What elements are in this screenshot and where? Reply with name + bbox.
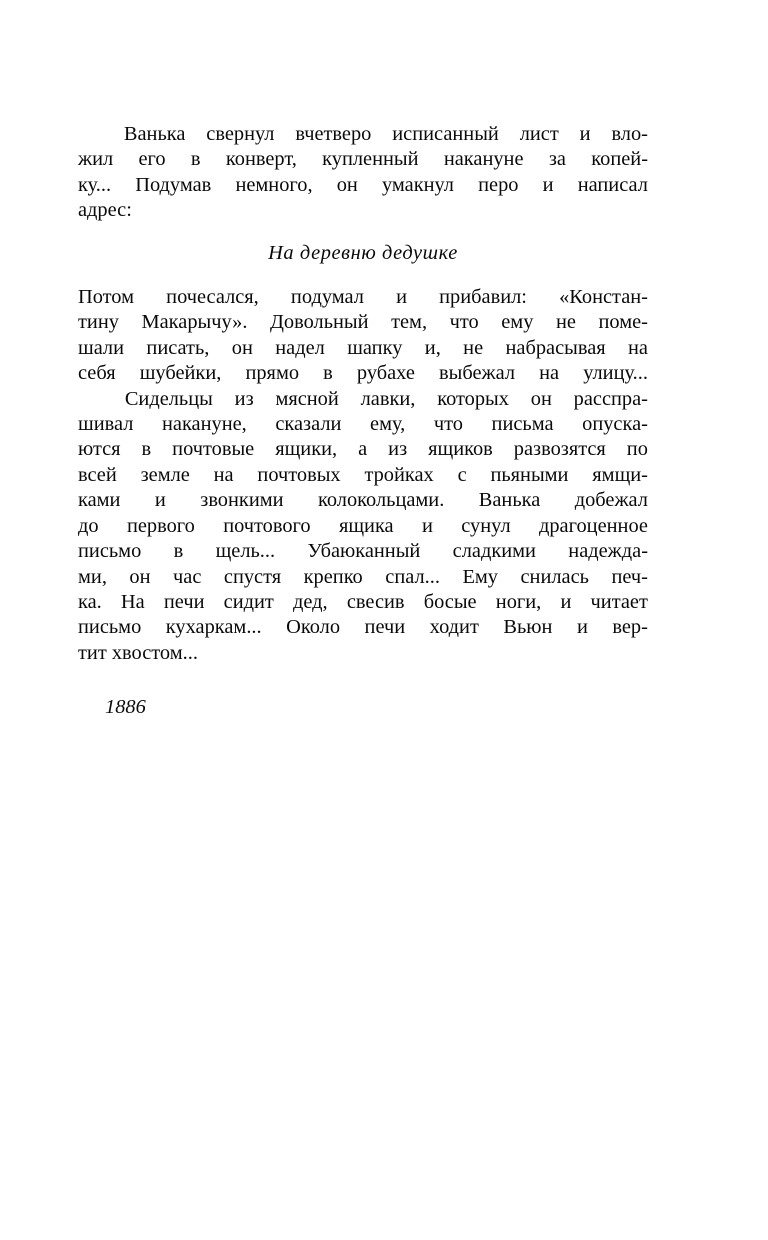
word: ками xyxy=(78,489,121,512)
address-line: На деревню дедушке xyxy=(268,241,458,264)
word: ящиков xyxy=(428,438,493,461)
word: сказали xyxy=(275,413,342,436)
word: набрасывая xyxy=(505,336,606,359)
text-line xyxy=(78,387,648,412)
word: и xyxy=(576,616,588,639)
word: по xyxy=(626,438,648,461)
word: что xyxy=(449,311,479,334)
word: он xyxy=(129,565,151,588)
word: вло- xyxy=(611,123,648,145)
text-line xyxy=(78,463,648,488)
word: почтовых xyxy=(257,463,341,486)
paragraph-1 xyxy=(78,122,648,224)
word: Макарычу». xyxy=(141,311,248,334)
word: шивал xyxy=(78,413,134,436)
word: Ему xyxy=(462,565,498,588)
word: Сидельцы xyxy=(124,387,213,410)
word: мясной xyxy=(275,387,339,410)
word: земле xyxy=(140,463,190,486)
word: шали xyxy=(78,336,125,359)
text-line xyxy=(78,514,648,539)
word: письма xyxy=(491,413,554,436)
word: ящика xyxy=(338,514,394,537)
word: свернул xyxy=(206,123,275,145)
word: печи xyxy=(364,616,406,639)
word: колокольцами. xyxy=(318,489,445,512)
word: в xyxy=(173,540,184,563)
word: сидит xyxy=(223,590,274,613)
word: драгоценное xyxy=(538,514,648,537)
text-line xyxy=(78,615,648,640)
word: звонкими xyxy=(200,489,284,512)
text-line xyxy=(78,565,648,590)
word: на xyxy=(539,362,560,385)
word: тем, xyxy=(391,311,428,334)
word: исписанный xyxy=(392,123,499,145)
word: тину xyxy=(78,311,119,334)
text-line xyxy=(78,590,648,615)
word: до xyxy=(78,514,99,537)
word: Убаюканный xyxy=(307,540,421,563)
word: перо xyxy=(478,173,519,196)
word: вер- xyxy=(612,616,648,639)
word: конверт, xyxy=(225,148,297,171)
word: и xyxy=(579,123,591,145)
word: ются xyxy=(78,438,121,461)
word: письмо xyxy=(78,540,142,563)
publication-year: 1886 xyxy=(105,696,146,719)
word: опуска- xyxy=(582,413,648,436)
word: копей- xyxy=(591,148,648,171)
word: шубейки, xyxy=(139,362,222,385)
word: сунул xyxy=(461,514,511,537)
word: первого xyxy=(126,514,195,537)
word: Потом xyxy=(78,286,135,309)
word: расспра- xyxy=(573,387,648,410)
word: за xyxy=(548,148,566,171)
word: в xyxy=(190,148,201,171)
text-line xyxy=(78,310,648,335)
word: надел xyxy=(275,336,325,359)
word: и xyxy=(396,286,407,309)
word: ходит xyxy=(429,616,479,639)
word: и xyxy=(560,590,572,613)
word: босые xyxy=(423,590,477,613)
word: крепко xyxy=(303,565,363,588)
word: жил xyxy=(78,148,114,171)
word: не xyxy=(555,311,576,334)
word: немного, xyxy=(235,173,313,196)
word: На xyxy=(120,590,145,613)
word: его xyxy=(138,148,166,171)
word: пьяными xyxy=(490,463,569,486)
paragraph-3 xyxy=(78,387,648,666)
word: тит хвостом... xyxy=(78,641,198,664)
word: а xyxy=(358,438,368,461)
word: прямо xyxy=(245,362,300,385)
word: почтового xyxy=(223,514,311,537)
word: развозятся xyxy=(513,438,606,461)
word: ему xyxy=(501,311,534,334)
word: читает xyxy=(590,590,648,613)
text-line xyxy=(78,437,648,462)
word: которых xyxy=(437,387,509,410)
word: на xyxy=(628,336,648,359)
word: снилась xyxy=(520,565,589,588)
word: письмо xyxy=(78,616,142,639)
word: сладкими xyxy=(452,540,536,563)
word: с xyxy=(457,463,467,486)
text-line xyxy=(78,412,648,437)
text-line xyxy=(78,539,648,564)
word: «Констан- xyxy=(559,286,648,309)
word: ему, xyxy=(370,413,406,436)
word: он xyxy=(231,336,253,359)
word: Вьюн xyxy=(503,616,553,639)
word: ямщи- xyxy=(592,463,648,486)
word: написал xyxy=(577,173,648,196)
word: дед, xyxy=(293,590,328,613)
word: надежда- xyxy=(568,540,648,563)
word: лист xyxy=(519,123,559,145)
word: лавки, xyxy=(360,387,416,410)
word: и xyxy=(542,173,554,196)
word: кухаркам... xyxy=(165,616,262,639)
word: свесив xyxy=(346,590,405,613)
word: и xyxy=(154,489,166,512)
word: щель... xyxy=(215,540,276,563)
word: выбежал xyxy=(439,362,516,385)
word: накануне, xyxy=(161,413,247,436)
word: шапку xyxy=(347,336,403,359)
word: добежал xyxy=(574,489,648,512)
text-line xyxy=(78,147,648,172)
word: ми, xyxy=(78,565,107,588)
word: Довольный xyxy=(270,311,369,334)
word: из xyxy=(388,438,408,461)
word: ка. xyxy=(78,590,102,613)
word: он xyxy=(336,173,358,196)
page-text-block xyxy=(78,122,648,721)
text-line xyxy=(78,488,648,513)
word: спал... xyxy=(385,565,440,588)
word: вчетверо xyxy=(295,123,372,145)
word: Ванька xyxy=(123,123,186,145)
word: поме- xyxy=(598,311,648,334)
text-line xyxy=(78,173,648,198)
word: Ванька xyxy=(478,489,541,512)
word: улицу... xyxy=(583,362,648,385)
word: тройках xyxy=(364,463,434,486)
first-line-indent xyxy=(78,122,103,147)
word: из xyxy=(234,387,254,410)
word: адрес: xyxy=(78,199,132,222)
word: что xyxy=(433,413,463,436)
word: ящики, xyxy=(275,438,338,461)
word: ноги, xyxy=(495,590,542,613)
word: себя xyxy=(78,362,116,385)
word: на xyxy=(213,463,234,486)
text-line xyxy=(78,285,648,310)
word: и xyxy=(421,514,433,537)
word: прибавил: xyxy=(439,286,527,309)
word: всей xyxy=(78,463,117,486)
word: подумал xyxy=(290,286,364,309)
text-line xyxy=(78,641,648,666)
word: умакнул xyxy=(381,173,454,196)
word: печи xyxy=(163,590,205,613)
word: и, xyxy=(424,336,441,359)
text-line xyxy=(78,122,648,147)
word: почесался, xyxy=(166,286,259,309)
word: ку... xyxy=(78,173,112,196)
first-line-indent xyxy=(78,387,103,412)
word: в xyxy=(141,438,152,461)
text-line xyxy=(78,336,648,361)
word: накануне xyxy=(443,148,524,171)
text-line xyxy=(78,361,648,386)
word: спустя xyxy=(223,565,282,588)
word: печ- xyxy=(611,565,648,588)
word: Около xyxy=(286,616,341,639)
word: рубахе xyxy=(356,362,415,385)
word: Подумав xyxy=(135,173,212,196)
paragraph-2 xyxy=(78,285,648,387)
word: в xyxy=(323,362,333,385)
text-line xyxy=(78,198,648,223)
word: не xyxy=(463,336,484,359)
word: он xyxy=(530,387,552,410)
word: почтовые xyxy=(172,438,255,461)
word: купленный xyxy=(322,148,419,171)
word: час xyxy=(173,565,202,588)
word: писать, xyxy=(146,336,210,359)
